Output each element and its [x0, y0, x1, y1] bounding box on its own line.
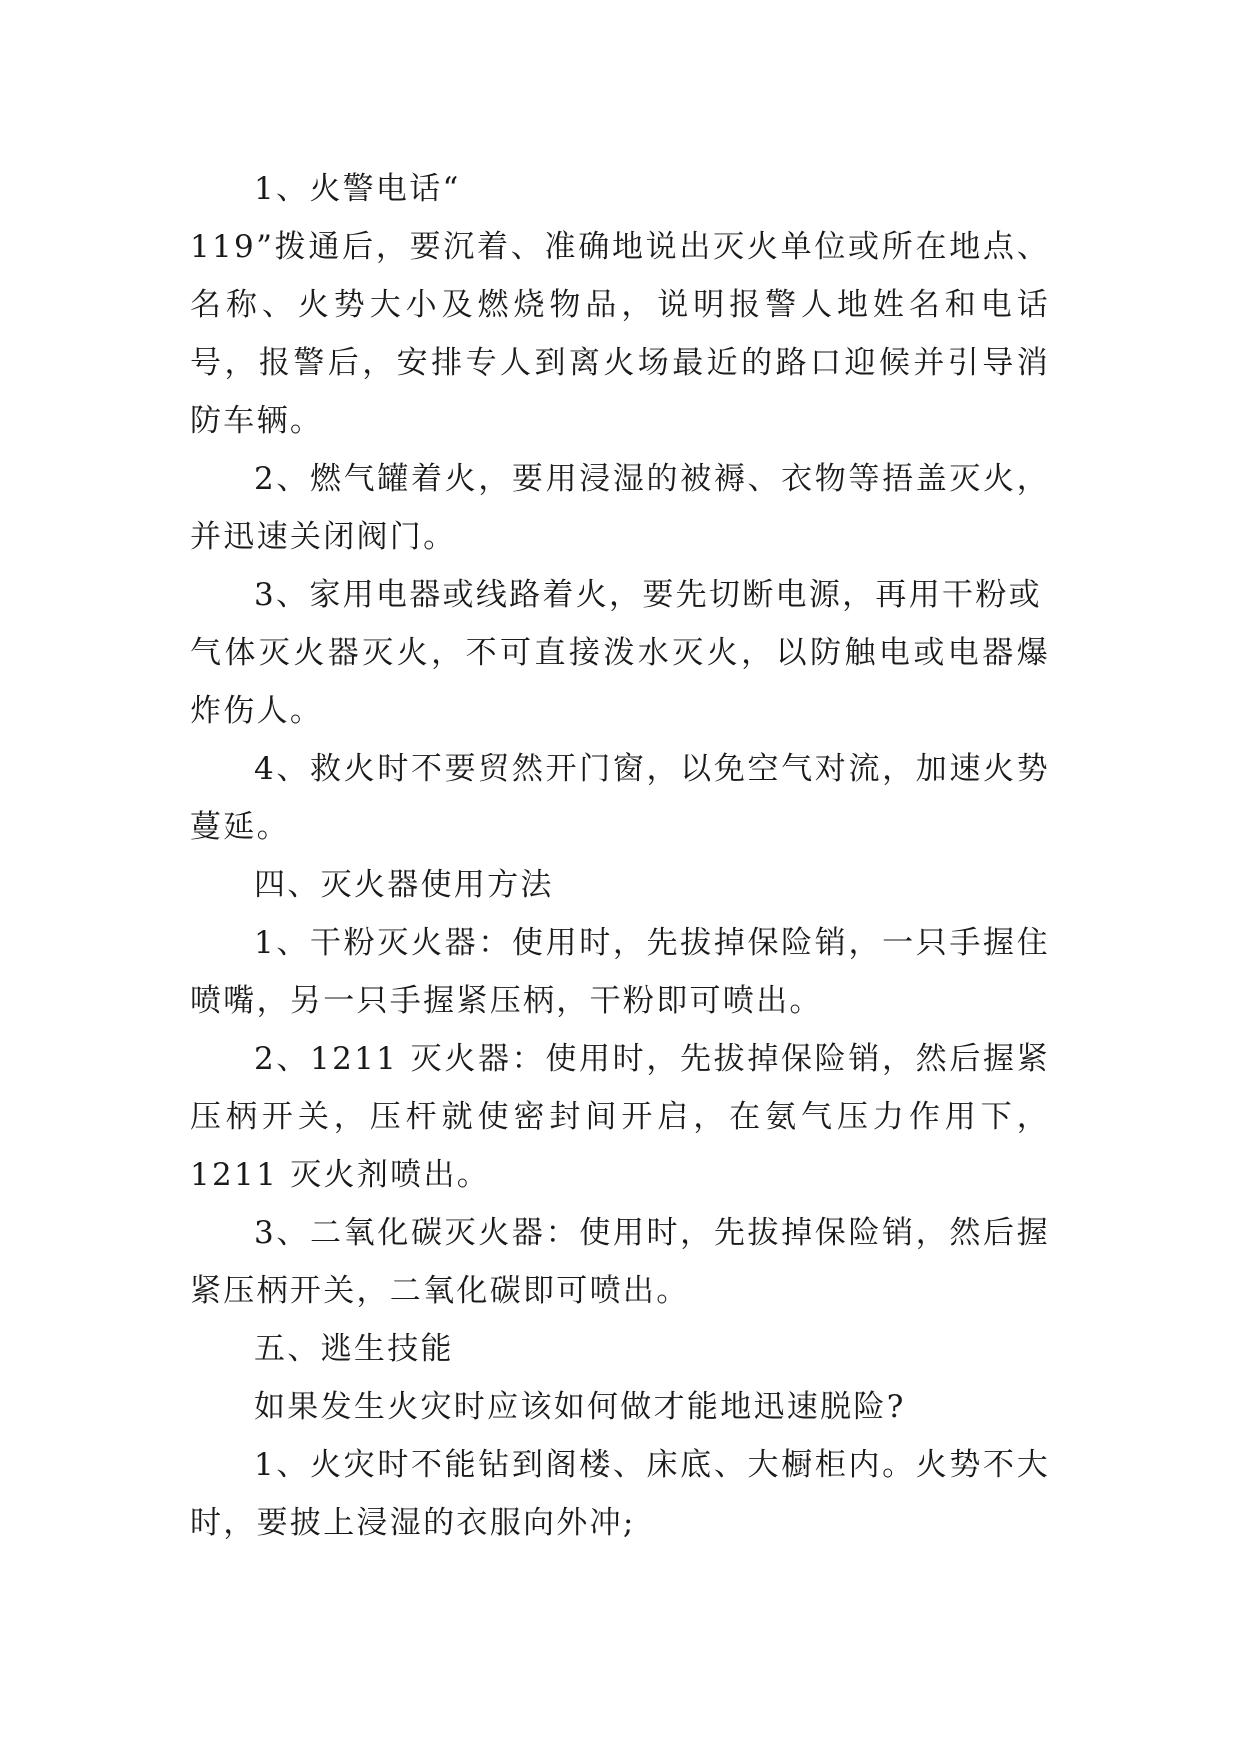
section-heading-extinguisher-usage: 四、灭火器使用方法	[254, 867, 554, 903]
section-heading-escape-skills: 五、逃生技能	[254, 1331, 454, 1367]
paragraph-escape-step-1: 1、火灾时不能钻到阁楼、床底、大橱柜内。火势不大时，要披上浸湿的衣服向外冲;	[190, 1447, 1050, 1541]
paragraph-escape-question: 如果发生火灾时应该如何做才能地迅速脱险?	[254, 1389, 906, 1425]
paragraph-windows-warning: 4、救火时不要贸然开门窗，以免空气对流，加速火势蔓延。	[190, 751, 1050, 845]
paragraph-gas-tank-fire: 2、燃气罐着火，要用浸湿的被褥、衣物等捂盖灭火，并迅速关闭阀门。	[190, 461, 1050, 555]
paragraph-gas-extinguisher: 气体灭火器灭火，不可直接泼水灭火，以防触电或电器爆炸伤人。	[190, 635, 1050, 729]
paragraph-co2-extinguisher: 3、二氧化碳灭火器：使用时，先拔掉保险销，然后握紧压柄开关，二氧化碳即可喷出。	[190, 1215, 1050, 1309]
paragraph-appliance-fire: 3、家用电器或线路着火，要先切断电源，再用干粉或	[254, 577, 1042, 613]
document-body	[190, 160, 1050, 1552]
paragraph-119-instructions: 119”拨通后，要沉着、准确地说出灭火单位或所在地点、名称、火势大小及燃烧物品，说明报警人地姓名和电话号，报警后，安排专人到离火场最近的路口迎候并引导消防车辆。	[190, 229, 1050, 439]
paragraph-fire-alarm-phone: 1、火警电话“	[254, 171, 461, 207]
paragraph-1211-extinguisher: 2、1211 灭火器：使用时，先拔掉保险销，然后握紧压柄开关，压杆就使密封间开启，在氨气压力作用下，1211 灭火剂喷出。	[190, 1041, 1050, 1193]
paragraph-dry-powder-extinguisher: 1、干粉灭火器：使用时，先拔掉保险销，一只手握住喷嘴，另一只手握紧压柄，干粉即可喷出。	[190, 925, 1050, 1019]
